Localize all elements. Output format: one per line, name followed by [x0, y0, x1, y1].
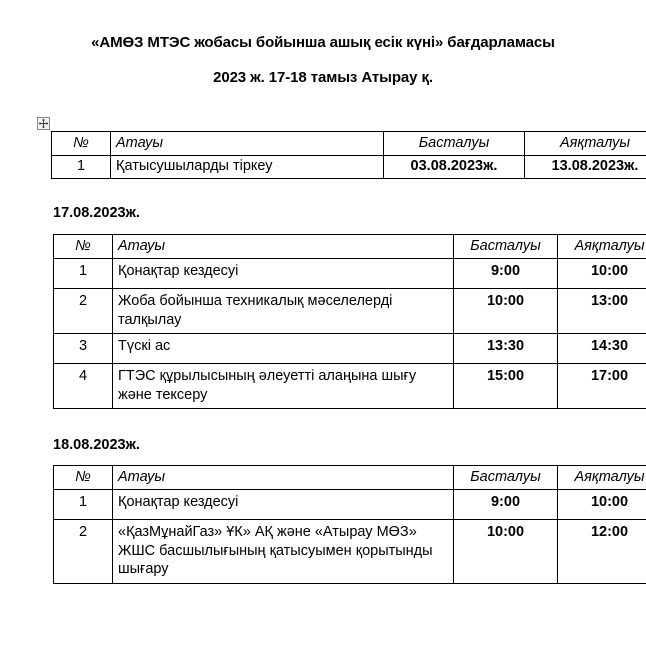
table-header-row — [52, 132, 646, 156]
row-number: 2 — [54, 289, 113, 334]
row-end-time: 10:00 — [558, 490, 646, 520]
column-header-num: № — [54, 235, 113, 259]
registration-table-head — [52, 132, 646, 156]
column-header-start: Басталуы — [384, 132, 525, 156]
day1-date-heading: 17.08.2023ж. — [53, 205, 140, 221]
table-row — [54, 289, 646, 334]
row-end-time: 10:00 — [558, 259, 646, 289]
day2-table-head — [54, 466, 646, 490]
document-title: «АМӨЗ МТЭС жобасы бойынша ашық есік күні» бағдарламасы — [91, 34, 555, 51]
row-name: Қонақтар кездесуі — [113, 490, 454, 520]
table-move-handle-icon[interactable] — [37, 117, 50, 130]
row-number: 1 — [54, 259, 113, 289]
day1-table-body — [54, 259, 646, 409]
table-row — [54, 364, 646, 409]
row-end-time: 12:00 — [558, 520, 646, 583]
day2-table-body — [54, 490, 646, 583]
column-header-end: Аяқталуы — [525, 132, 646, 156]
column-header-start: Басталуы — [454, 235, 558, 259]
table-row — [54, 490, 646, 520]
row-start-time: 03.08.2023ж. — [384, 156, 525, 178]
registration-table — [51, 131, 646, 179]
table-header-row — [54, 466, 646, 490]
row-start-time: 9:00 — [454, 259, 558, 289]
registration-table-body — [52, 156, 646, 178]
table-row — [54, 259, 646, 289]
column-header-name: Атауы — [111, 132, 384, 156]
row-name: Қатысушыларды тіркеу — [111, 156, 384, 178]
row-start-time: 9:00 — [454, 490, 558, 520]
column-header-name: Атауы — [113, 466, 454, 490]
column-header-name: Атауы — [113, 235, 454, 259]
day2-date-heading: 18.08.2023ж. — [53, 437, 140, 453]
row-name: «ҚазМұнайГаз» ҰК» АҚ және «Атырау МӨЗ» ЖШС басшылығының қатысуымен қорытынды шығару — [113, 520, 454, 583]
table-row — [54, 334, 646, 364]
row-number: 3 — [54, 334, 113, 364]
column-header-end: Аяқталуы — [558, 466, 646, 490]
row-end-time: 13:00 — [558, 289, 646, 334]
row-start-time: 15:00 — [454, 364, 558, 409]
day2-table-wrapper — [53, 465, 646, 584]
table-row — [52, 156, 646, 178]
day1-table-wrapper — [53, 234, 646, 409]
row-start-time: 13:30 — [454, 334, 558, 364]
registration-table-wrapper — [51, 131, 646, 179]
day1-table-head — [54, 235, 646, 259]
row-name: ГТЭС құрылысының әлеуетті алаңына шығу және тексеру — [113, 364, 454, 409]
table-header-row — [54, 235, 646, 259]
column-header-start: Басталуы — [454, 466, 558, 490]
row-name: Түскі ас — [113, 334, 454, 364]
day2-table — [53, 465, 646, 584]
column-header-end: Аяқталуы — [558, 235, 646, 259]
row-number: 1 — [52, 156, 111, 178]
row-name: Қонақтар кездесуі — [113, 259, 454, 289]
column-header-num: № — [54, 466, 113, 490]
day1-table — [53, 234, 646, 409]
row-start-time: 10:00 — [454, 289, 558, 334]
table-row — [54, 520, 646, 583]
row-number: 1 — [54, 490, 113, 520]
row-end-time: 14:30 — [558, 334, 646, 364]
row-name: Жоба бойынша техникалық мәселелерді талқылау — [113, 289, 454, 334]
row-end-time: 17:00 — [558, 364, 646, 409]
row-start-time: 10:00 — [454, 520, 558, 583]
row-number: 2 — [54, 520, 113, 583]
column-header-num: № — [52, 132, 111, 156]
row-number: 4 — [54, 364, 113, 409]
row-end-time: 13.08.2023ж. — [525, 156, 646, 178]
document-subtitle: 2023 ж. 17-18 тамыз Атырау қ. — [213, 68, 433, 86]
